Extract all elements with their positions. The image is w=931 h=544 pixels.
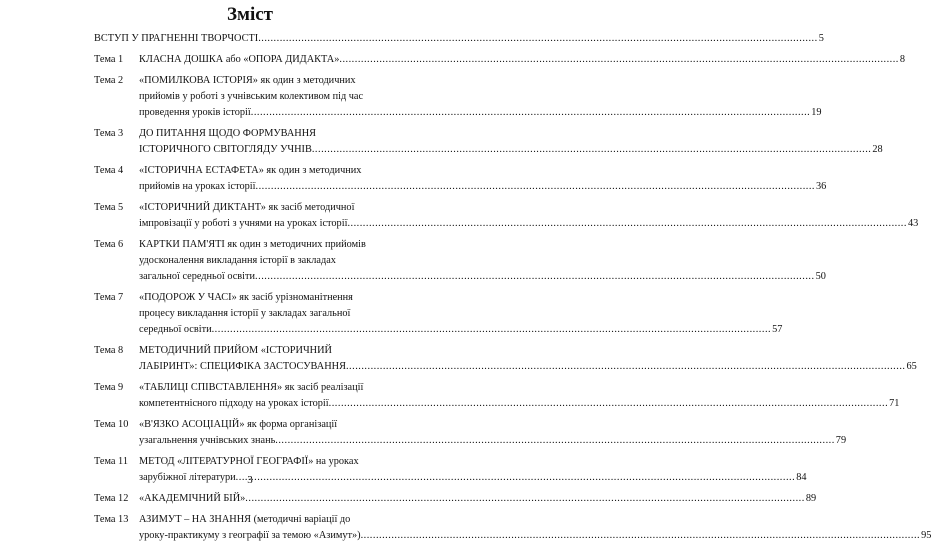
toc-leader-dots bbox=[329, 396, 889, 412]
toc-entry-page: 79 bbox=[835, 435, 847, 446]
toc-entry-title: прийомів на уроках історії bbox=[139, 181, 256, 192]
toc-entry-label: Тема 11 bbox=[94, 456, 128, 467]
toc-leader-dots bbox=[256, 179, 816, 195]
toc-entry bbox=[94, 126, 883, 158]
toc-entry-title: прийомів у роботі з учнівським колективом під час bbox=[139, 91, 364, 102]
toc-leader-dots bbox=[212, 322, 772, 338]
toc-entry bbox=[94, 380, 900, 412]
toc-entry-title: зарубіжної літератури bbox=[139, 472, 236, 483]
toc-entry-label: Тема 12 bbox=[94, 493, 129, 504]
toc-entry-title: уроку-практикуму з географії за темою «Азимут») bbox=[139, 530, 361, 541]
toc-leader-dots bbox=[339, 52, 899, 68]
toc-entry-page: 89 bbox=[805, 493, 817, 504]
toc-entry-title: МЕТОД «ЛІТЕРАТУРНОЇ ГЕОГРАФІЇ» на уроках bbox=[139, 456, 359, 467]
toc-entry-page: 19 bbox=[811, 107, 822, 118]
toc-entry-title: процесу викладання історії у закладах загальної bbox=[139, 308, 351, 319]
toc-entry-label: Тема 3 bbox=[94, 128, 124, 139]
toc-entry-title: КАРТКИ ПАМ'ЯТІ як один з методичних прийомів bbox=[139, 239, 366, 250]
toc-entry-title: компетентнісного підходу на уроках історії bbox=[139, 398, 329, 409]
toc-entry-page: 95 bbox=[921, 530, 931, 541]
toc-entry-title: ІСТОРИЧНОГО СВІТОГЛЯДУ УЧНІВ bbox=[139, 144, 312, 155]
toc-entry bbox=[94, 52, 906, 68]
toc-leader-dots bbox=[245, 491, 805, 507]
toc-entry-title: МЕТОДИЧНИЙ ПРИЙОМ «ІСТОРИЧНИЙ bbox=[139, 345, 332, 356]
table-of-contents bbox=[94, 31, 931, 544]
toc-entry-title: імпровізації у роботі з учнями на уроках історії bbox=[139, 218, 348, 229]
toc-leader-dots bbox=[275, 433, 835, 449]
toc-entry-title: узагальнення учнівських знань bbox=[139, 435, 276, 446]
toc-entry-label: Тема 10 bbox=[94, 419, 129, 430]
toc-leader-dots bbox=[347, 216, 907, 232]
toc-entry bbox=[94, 417, 847, 449]
toc-entry bbox=[94, 343, 917, 375]
toc-entry-title: удосконалення викладання історії в закладах bbox=[139, 255, 336, 266]
toc-entry-title: «ІСТОРИЧНА ЕСТАФЕТА» як один з методичних bbox=[139, 165, 362, 176]
toc-entry-title: середньої освіти bbox=[139, 324, 212, 335]
toc-entry bbox=[94, 237, 826, 285]
toc-entry bbox=[94, 73, 822, 121]
toc-entry-label: Тема 5 bbox=[94, 202, 124, 213]
toc-entry-title: «ПОДОРОЖ У ЧАСІ» як засіб урізноманітнення bbox=[139, 292, 353, 303]
toc-entry-page: 5 bbox=[818, 33, 824, 44]
toc-entry-label: Тема 9 bbox=[94, 382, 124, 393]
toc-entry-title: ВСТУП У ПРАГНЕННІ ТВОРЧОСТІ bbox=[94, 33, 259, 44]
toc-entry-page: 71 bbox=[889, 398, 900, 409]
toc-leader-dots bbox=[251, 105, 811, 121]
toc-entry-title: загальної середньої освіти bbox=[139, 271, 256, 282]
toc-entry-page: 65 bbox=[906, 361, 917, 372]
toc-entry bbox=[94, 31, 824, 47]
toc-entry-label: Тема 6 bbox=[94, 239, 124, 250]
toc-entry-title: «АКАДЕМІЧНИЙ БІЙ» bbox=[139, 493, 246, 504]
toc-entry-title: «ПОМИЛКОВА ІСТОРІЯ» як один з методичних bbox=[139, 75, 356, 86]
toc-entry bbox=[94, 512, 931, 544]
toc-leader-dots bbox=[312, 142, 872, 158]
toc-entry-label: Тема 13 bbox=[94, 514, 129, 525]
toc-entry-label: Тема 8 bbox=[94, 345, 124, 356]
toc-entry bbox=[94, 491, 817, 507]
toc-entry-title: АЗИМУТ – НА ЗНАННЯ (методичні варіації до bbox=[139, 514, 351, 525]
toc-leader-dots bbox=[255, 269, 815, 285]
toc-entry-label: Тема 7 bbox=[94, 292, 124, 303]
toc-entry-page: 8 bbox=[899, 54, 906, 65]
toc-entry bbox=[94, 163, 827, 195]
toc-leader-dots bbox=[346, 359, 906, 375]
toc-entry-title: проведення уроків історії bbox=[139, 107, 251, 118]
toc-entry-title: «В'ЯЗКО АСОЦІАЦІЙ» як форма організації bbox=[139, 419, 338, 430]
toc-entry-label: Тема 1 bbox=[94, 54, 124, 65]
toc-entry-page: 57 bbox=[772, 324, 783, 335]
page-title: Зміст bbox=[226, 4, 273, 25]
toc-leader-dots bbox=[258, 31, 818, 47]
toc-entry-title: ЛАБІРИНТ»: СПЕЦИФІКА ЗАСТОСУВАННЯ bbox=[139, 361, 346, 372]
toc-entry-label: Тема 4 bbox=[94, 165, 124, 176]
toc-entry bbox=[94, 200, 919, 232]
toc-entry-title: «ІСТОРИЧНИЙ ДИКТАНТ» як засіб методичної bbox=[139, 202, 355, 213]
toc-entry-title: ДО ПИТАННЯ ЩОДО ФОРМУВАННЯ bbox=[139, 128, 317, 139]
toc-entry-page: 43 bbox=[907, 218, 919, 229]
toc-entry-label: Тема 2 bbox=[94, 75, 124, 86]
toc-entry-page: 50 bbox=[815, 271, 826, 282]
toc-entry-title: КЛАСНА ДОШКА або «ОПОРА ДИДАКТА» bbox=[139, 54, 340, 65]
toc-entry bbox=[94, 290, 783, 338]
page-number: 3 bbox=[247, 474, 253, 486]
toc-entry-title: «ТАБЛИЦІ СПІВСТАВЛЕННЯ» як засіб реалізації bbox=[139, 382, 364, 393]
toc-entry-page: 84 bbox=[796, 472, 807, 483]
toc-entry-page: 36 bbox=[816, 181, 827, 192]
toc-entry-page: 28 bbox=[872, 144, 883, 155]
toc-leader-dots bbox=[361, 528, 921, 544]
